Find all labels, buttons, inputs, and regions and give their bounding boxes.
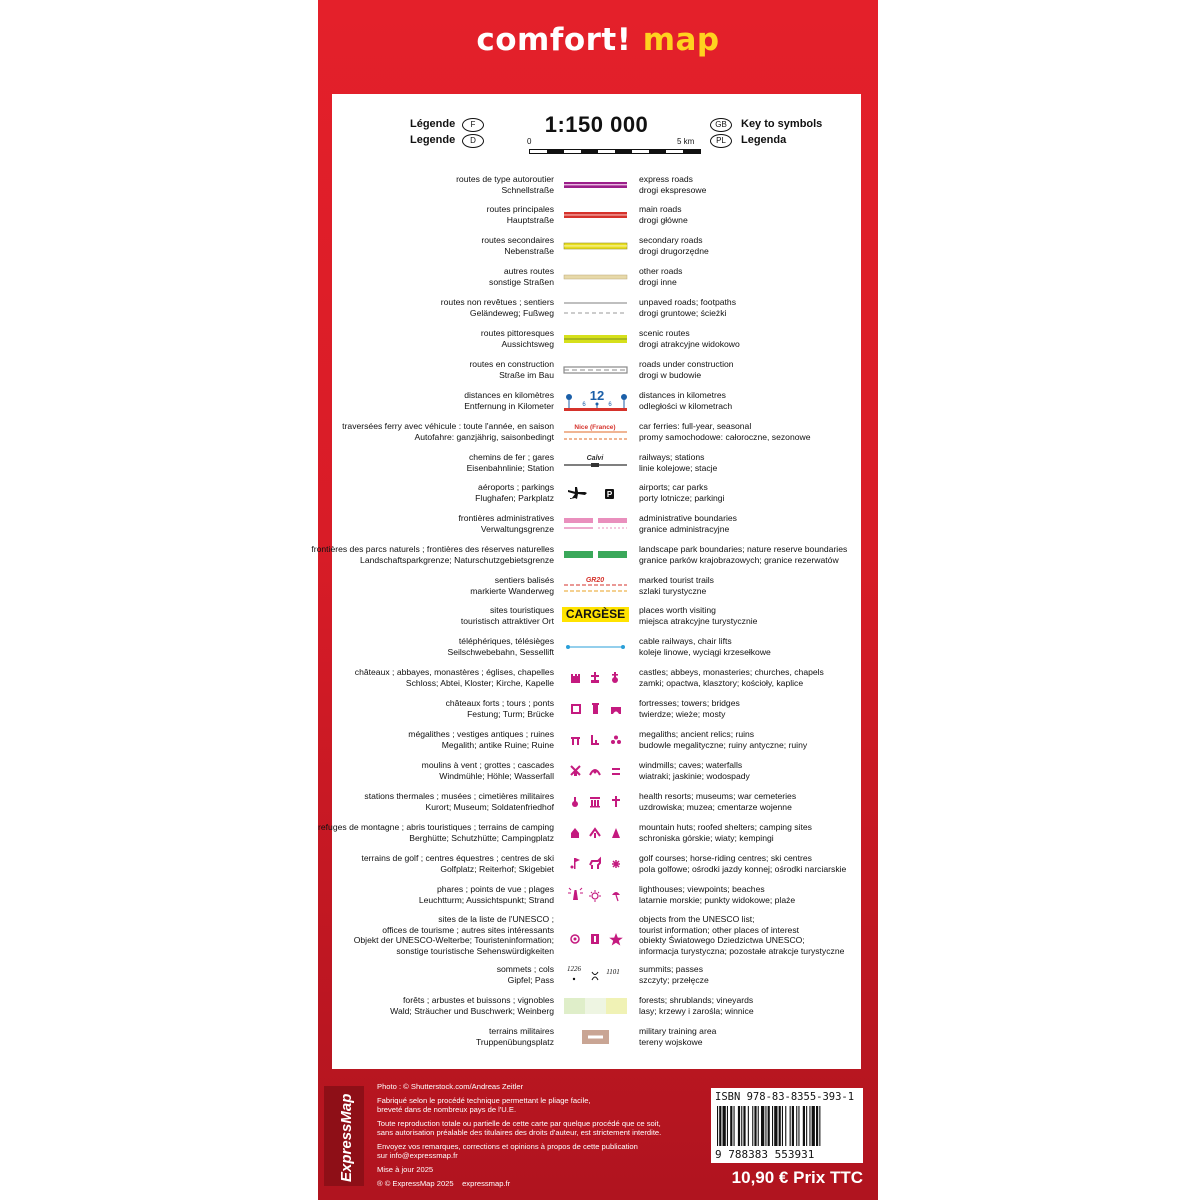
isbn-barcode-box bbox=[711, 1088, 863, 1163]
legend-label-en-pl bbox=[639, 760, 750, 781]
legend-text-line: Nebenstraße bbox=[504, 245, 554, 256]
legend-text-line: airports; car parks bbox=[639, 482, 708, 492]
legend-text-line: tourist information; other places of interest bbox=[639, 924, 800, 935]
svg-text:Nice (France): Nice (France) bbox=[574, 424, 616, 431]
copyright-note-1: Toute reproduction totale ou partielle de cette carte par quelque procédé que ce soit, bbox=[377, 1119, 661, 1128]
legend-label-fr-de bbox=[318, 822, 554, 843]
legend-text-line: Megalith; antike Ruine; Ruine bbox=[441, 739, 554, 750]
legend-text-line: markierte Wanderweg bbox=[470, 585, 554, 596]
legend-text-line: drogi inne bbox=[639, 276, 677, 287]
legend-label-en-pl bbox=[639, 853, 846, 874]
barcode-digits: 9 788383 553931 bbox=[715, 1148, 815, 1161]
lang-badge-fr: F bbox=[462, 118, 484, 132]
legend-text-line: car ferries: full-year, seasonal bbox=[639, 421, 752, 431]
legend-text-line: objects from the UNESCO list; bbox=[639, 914, 755, 924]
legend-label-en-pl bbox=[639, 482, 725, 503]
legend-text-line: stations thermales ; musées ; cimetières militaires bbox=[364, 791, 554, 801]
legend-label-en-pl bbox=[639, 235, 709, 256]
manufacture-note-1: Fabriqué selon le procédé technique permettant le pliage facile, bbox=[377, 1096, 591, 1105]
legend-text-line: unpaved roads; footpaths bbox=[639, 297, 736, 307]
legend-text-line: places worth visiting bbox=[639, 605, 716, 615]
legend-text-line: drogi ekspresowe bbox=[639, 184, 707, 195]
svg-text:ExpressMap: ExpressMap bbox=[338, 1093, 355, 1182]
legend-text-line: szczyty; przełęcze bbox=[639, 974, 709, 985]
legend-label-fr-de bbox=[364, 791, 554, 812]
legend-text-line: sites de la liste de l'UNESCO ; bbox=[438, 914, 554, 924]
summits-symbol-icon bbox=[562, 964, 629, 986]
legend-label-en-pl bbox=[639, 995, 754, 1016]
legend-label-fr-de bbox=[408, 729, 554, 750]
legend-label-en-pl bbox=[639, 513, 737, 534]
other-symbol-icon bbox=[562, 266, 629, 288]
legend-text-line: Flughafen; Parkplatz bbox=[475, 492, 554, 503]
brand-part1: comfort! bbox=[476, 22, 632, 58]
legend-title-en: Key to symbols bbox=[741, 118, 823, 130]
tourist-site-symbol: CARGÈSE bbox=[562, 607, 629, 622]
legend-text-line: Landschaftsparkgrenze; Naturschutzgebietsgrenze bbox=[360, 554, 554, 565]
legend-label-fr-de bbox=[481, 328, 554, 349]
legend-text-line: terrains militaires bbox=[489, 1026, 554, 1036]
legend-text-line: drogi drugorzędne bbox=[639, 245, 709, 256]
scalebar-end: 5 km bbox=[677, 137, 695, 146]
legend-text-line: Leuchtturm; Aussichtspunkt; Strand bbox=[418, 894, 554, 905]
barcode-icon bbox=[717, 1106, 857, 1150]
legend-text-line: golf courses; horse-riding centres; ski centres bbox=[639, 853, 812, 863]
scalebar bbox=[529, 149, 701, 154]
legend-label-fr-de bbox=[354, 914, 554, 956]
svg-text:6: 6 bbox=[608, 402, 612, 408]
megaliths-symbol-icon bbox=[562, 729, 629, 751]
legend-text-line: fortresses; towers; bridges bbox=[639, 698, 740, 708]
legend-label-fr-de bbox=[464, 390, 554, 411]
legend-text-line: summits; passes bbox=[639, 964, 703, 974]
legend-text-line: scenic routes bbox=[639, 328, 690, 338]
legend-text-line: porty lotnicze; parkingi bbox=[639, 492, 725, 503]
copyright-text: ® © ExpressMap 2025 bbox=[377, 1179, 454, 1188]
legend-text-line: drogi atrakcyjne widokowo bbox=[639, 338, 740, 349]
legend-text-line: Golfplatz; Reiterhof; Skigebiet bbox=[440, 863, 554, 874]
legend-text-line: other roads bbox=[639, 266, 683, 276]
legend-label-fr-de bbox=[422, 760, 554, 781]
legend-text-line: offices de tourisme ; autres sites intéressants bbox=[382, 924, 554, 935]
legend-text-line: Autofahre: ganzjährig, saisonbedingt bbox=[414, 431, 554, 442]
legend-label-fr-de bbox=[441, 297, 554, 318]
scenic-symbol-icon bbox=[562, 328, 629, 350]
legend-text-line: forêts ; arbustes et buissons ; vignobles bbox=[403, 995, 554, 1005]
construction-symbol-icon bbox=[562, 359, 629, 381]
svg-text:P: P bbox=[606, 490, 613, 499]
legend-label-fr-de bbox=[470, 575, 554, 596]
legend-text-line: Kurort; Museum; Soldatenfriedhof bbox=[425, 801, 554, 812]
legend-text-line: health resorts; museums; war cemeteries bbox=[639, 791, 797, 801]
legend-panel bbox=[311, 94, 861, 1069]
legend-text-line: wiatraki; jaskinie; wodospady bbox=[639, 770, 750, 781]
military-symbol-icon bbox=[562, 1026, 629, 1048]
legend-text-line: military training area bbox=[639, 1026, 717, 1036]
legend-text-line: szlaki turystyczne bbox=[639, 585, 707, 596]
legend-text-line: Straße im Bau bbox=[499, 369, 554, 380]
legend-label-fr-de bbox=[497, 964, 554, 985]
legend-text-line: main roads bbox=[639, 204, 682, 214]
legend-label-en-pl bbox=[639, 791, 796, 812]
legend-text-line: châteaux forts ; tours ; ponts bbox=[445, 698, 554, 708]
express-symbol-icon bbox=[562, 174, 629, 196]
legend-text-line: Schloss; Abtei, Kloster; Kirche, Kapelle bbox=[405, 677, 554, 688]
legend-text-line: sommets ; cols bbox=[496, 964, 554, 974]
contact-note-1: Envoyez vos remarques, corrections et opinions à propos de cette publication bbox=[377, 1142, 638, 1151]
legend-text-line: twierdze; wieże; mosty bbox=[639, 708, 726, 719]
legend-text-line: latarnie morskie; punkty widokowe; plaże bbox=[639, 894, 796, 905]
golf-symbol-icon bbox=[562, 853, 629, 875]
legend-text-line: Verwaltungsgrenze bbox=[480, 523, 554, 534]
legend-text-line: landscape park boundaries; nature reserve boundaries bbox=[639, 544, 848, 554]
legend-label-en-pl bbox=[639, 1026, 716, 1047]
huts-symbol-icon bbox=[562, 822, 629, 844]
ferries-symbol-icon bbox=[562, 421, 629, 443]
legend-label-fr-de bbox=[447, 636, 554, 657]
legend-text-line: aéroports ; parkings bbox=[478, 482, 554, 492]
legend-text-line: roads under construction bbox=[639, 359, 734, 369]
map-cover bbox=[311, 0, 878, 1200]
legend-text-line: lighthouses; viewpoints; beaches bbox=[639, 884, 765, 894]
trails-symbol-icon bbox=[562, 575, 629, 597]
legend-text-line: express roads bbox=[639, 174, 693, 184]
legend-text-line: pola golfowe; ośrodki jazdy konnej; ośrodki narciarskie bbox=[639, 863, 847, 874]
legend-text-line: routes secondaires bbox=[481, 235, 554, 245]
legend-text-line: distances en kilomètres bbox=[464, 390, 554, 400]
legend-label-fr-de bbox=[475, 482, 554, 503]
legend-text-line: lasy; krzewy i zarośla; winnice bbox=[639, 1005, 754, 1016]
brand-part2: map bbox=[642, 22, 720, 58]
legend-label-en-pl bbox=[639, 452, 717, 473]
legend-text-line: Festung; Turm; Brücke bbox=[467, 708, 554, 719]
legend-text-line: promy samochodowe: całoroczne, sezonowe bbox=[639, 431, 811, 442]
scalebar-start: 0 bbox=[527, 137, 532, 146]
legend-text-line: Truppenübungsplatz bbox=[475, 1036, 554, 1047]
legend-label-fr-de bbox=[481, 235, 554, 256]
unpaved-symbol-icon bbox=[562, 297, 629, 319]
svg-text:6: 6 bbox=[582, 402, 586, 408]
legend-text-line: zamki; opactwa, klasztory; kościoły, kaplice bbox=[639, 677, 804, 688]
svg-text:1226: 1226 bbox=[567, 965, 581, 973]
legend-label-en-pl bbox=[639, 964, 709, 985]
legend-label-fr-de bbox=[342, 421, 554, 442]
legend-text-line: forests; shrublands; vineyards bbox=[639, 995, 754, 1005]
legend-text-line: Seilschwebebahn, Sessellift bbox=[447, 646, 554, 657]
legend-label-fr-de bbox=[446, 698, 554, 719]
legend-label-en-pl bbox=[639, 328, 740, 349]
legend-label-en-pl bbox=[639, 914, 844, 956]
parks-symbol-icon bbox=[562, 544, 629, 566]
legend-text-line: mountain huts; roofed shelters; camping sites bbox=[639, 822, 812, 832]
legend-text-line: obiekty Światowego Dziedzictwa UNESCO; bbox=[639, 935, 805, 945]
legend-text-line: cable railways, chair lifts bbox=[639, 636, 732, 646]
legend-text-line: megaliths; ancient relics; ruins bbox=[639, 729, 755, 739]
map-scale: 1:150 000 bbox=[544, 112, 649, 137]
expressmap-logo-icon bbox=[324, 1086, 364, 1186]
copyright-note-2: sans autorisation préalable des titulaires des droits d'auteur, est strictement interdite. bbox=[377, 1128, 662, 1137]
svg-text:1101: 1101 bbox=[606, 968, 620, 976]
legend-label-fr-de bbox=[487, 204, 554, 225]
legend-text-line: frontières des parcs naturels ; frontières des réserves naturelles bbox=[311, 544, 554, 554]
distances-symbol-icon bbox=[562, 390, 629, 412]
legend-label-en-pl bbox=[639, 359, 734, 380]
legend-text-line: tereny wojskowe bbox=[639, 1036, 703, 1047]
legend-text-line: Berghütte; Schutzhütte; Campingplatz bbox=[409, 832, 554, 843]
contact-email: sur info@expressmap.fr bbox=[377, 1151, 458, 1160]
legend-label-en-pl bbox=[639, 698, 740, 719]
legend-text-line: marked tourist trails bbox=[639, 575, 714, 585]
price-label: 10,90 € Prix TTC bbox=[731, 1168, 863, 1187]
legend-label-en-pl bbox=[639, 575, 714, 596]
secondary-symbol-icon bbox=[562, 235, 629, 257]
forests-symbol-icon bbox=[562, 995, 629, 1017]
legend-text-line: Eisenbahnlinie; Station bbox=[466, 462, 554, 473]
legend-text-line: sites touristiques bbox=[489, 605, 554, 615]
legend-label-fr-de bbox=[311, 544, 554, 565]
isbn-number: ISBN 978-83-8355-393-1 bbox=[715, 1091, 855, 1103]
legend-text-line: secondary roads bbox=[639, 235, 703, 245]
legend-label-fr-de bbox=[355, 667, 554, 688]
legend-text-line: téléphériques, télésièges bbox=[458, 636, 554, 646]
windmills-symbol-icon bbox=[562, 760, 629, 782]
legend-text-line: granice administracyjne bbox=[639, 523, 730, 534]
legend-label-fr-de bbox=[476, 1026, 554, 1047]
legend-text-line: refuges de montagne ; abris touristiques ; terrains de camping bbox=[318, 822, 554, 832]
lang-badge-pl: PL bbox=[710, 134, 732, 148]
legend-text-line: routes en construction bbox=[469, 359, 554, 369]
fortresses-symbol-icon bbox=[562, 698, 629, 720]
legend-text-line: windmills; caves; waterfalls bbox=[639, 760, 743, 770]
legend-text-line: terrains de golf ; centres équestres ; centres de ski bbox=[361, 853, 554, 863]
legend-text-line: autres routes bbox=[503, 266, 554, 276]
legend-label-fr-de bbox=[419, 884, 554, 905]
legend-text-line: routes pittoresques bbox=[480, 328, 554, 338]
legend-title-pl: Legenda bbox=[741, 134, 787, 146]
legend-label-en-pl bbox=[639, 266, 682, 287]
main-symbol-icon bbox=[562, 204, 629, 226]
svg-text:12: 12 bbox=[589, 390, 605, 403]
brand-title bbox=[318, 22, 878, 58]
manufacture-note-2: breveté dans de nombreux pays de l'U.E. bbox=[377, 1105, 517, 1114]
legend-label-fr-de bbox=[489, 266, 554, 287]
legend-label-en-pl bbox=[639, 822, 812, 843]
legend-text-line: Objekt der UNESCO-Welterbe; Touristeninformation; bbox=[353, 935, 554, 945]
lang-badge-de: D bbox=[462, 134, 484, 148]
legend-text-line: miejsca atrakcyjne turystycznie bbox=[639, 615, 758, 626]
legend-text-line: sonstige touristische Sehenswürdigkeiten bbox=[396, 945, 554, 956]
legend-label-fr-de bbox=[456, 174, 554, 195]
legend-label-fr-de bbox=[467, 452, 554, 473]
legend-text-line: mégalithes ; vestiges antiques ; ruines bbox=[408, 729, 554, 739]
legend-label-en-pl bbox=[639, 297, 736, 318]
website-link[interactable]: expressmap.fr bbox=[462, 1179, 511, 1188]
legend-text-line: routes de type autoroutier bbox=[456, 174, 554, 184]
legend-text-line: frontières administratives bbox=[458, 513, 554, 523]
legend-label-en-pl bbox=[639, 390, 732, 411]
legend-text-line: routes non revêtues ; sentiers bbox=[440, 297, 554, 307]
unesco-symbol-icon bbox=[562, 928, 629, 950]
legend-text-line: phares ; points de vue ; plages bbox=[436, 884, 554, 894]
legend-title-de: Legende bbox=[410, 134, 456, 146]
legend-text-line: odległości w kilometrach bbox=[639, 400, 733, 411]
admin-symbol-icon bbox=[562, 513, 629, 535]
legend-label-fr-de bbox=[458, 513, 554, 534]
legend-text-line: administrative boundaries bbox=[639, 513, 737, 523]
airports-symbol-icon bbox=[562, 482, 629, 504]
lang-badge-gb: GB bbox=[710, 118, 732, 132]
photo-credit: Photo : © Shutterstock.com/Andreas Zeitler bbox=[377, 1082, 524, 1091]
cable-symbol-icon bbox=[562, 636, 629, 658]
legend-label-en-pl bbox=[639, 605, 757, 626]
legend-label-en-pl bbox=[639, 421, 811, 442]
legend-text-line: uzdrowiska; muzea; cmentarze wojenne bbox=[639, 801, 792, 812]
legend-label-en-pl bbox=[639, 204, 688, 225]
legend-text-line: schroniska górskie; wiaty; kempingi bbox=[639, 832, 774, 843]
legend-label-fr-de bbox=[469, 359, 554, 380]
legend-text-line: chemins de fer ; gares bbox=[468, 452, 554, 462]
legend-text-line: sentiers balisés bbox=[494, 575, 554, 585]
legend-text-line: drogi główne bbox=[639, 214, 688, 225]
legend-label-en-pl bbox=[639, 667, 824, 688]
legend-text-line: drogi gruntowe; ścieżki bbox=[639, 307, 727, 318]
legend-text-line: Aussichtsweg bbox=[501, 338, 554, 349]
lighthouses-symbol-icon bbox=[562, 884, 629, 906]
legend-text-line: Schnellstraße bbox=[501, 184, 554, 195]
legend-text-line: châteaux ; abbayes, monastères ; églises, chapelles bbox=[354, 667, 554, 677]
legend-text-line: Wald; Sträucher und Buschwerk; Weinberg bbox=[390, 1005, 554, 1016]
railways-symbol-icon bbox=[562, 452, 629, 474]
legend-text-line: linie kolejowe; stacje bbox=[639, 462, 718, 473]
legend-text-line: drogi w budowie bbox=[639, 369, 702, 380]
legend-text-line: touristisch attraktiver Ort bbox=[460, 615, 554, 626]
legend-label-fr-de bbox=[461, 605, 554, 626]
legend-text-line: koleje linowe, wyciągi krzesełkowe bbox=[639, 646, 771, 657]
castles-symbol-icon bbox=[562, 667, 629, 689]
legend-label-en-pl bbox=[639, 884, 795, 905]
legend-text-line: informacja turystyczna; pozostałe atrakcje turystyczne bbox=[639, 945, 845, 956]
legend-label-fr-de bbox=[390, 995, 554, 1016]
legend-text-line: granice parków krajobrazowych; granice rezerwatów bbox=[639, 554, 839, 565]
legend-text-line: castles; abbeys, monasteries; churches, chapels bbox=[639, 667, 824, 677]
health-symbol-icon bbox=[562, 791, 629, 813]
legend-text-line: Geländeweg; Fußweg bbox=[469, 307, 554, 318]
legend-text-line: distances in kilometres bbox=[639, 390, 726, 400]
legend-label-en-pl bbox=[639, 544, 847, 565]
legend-text-line: railways; stations bbox=[639, 452, 705, 462]
svg-text:Calvi: Calvi bbox=[586, 455, 604, 462]
copyright-line bbox=[377, 1179, 510, 1188]
svg-text:GR20: GR20 bbox=[585, 577, 605, 584]
legend-text-line: Hauptstraße bbox=[506, 214, 554, 225]
legend-text-line: routes principales bbox=[486, 204, 554, 214]
legend-label-en-pl bbox=[639, 729, 807, 750]
legend-text-line: moulins à vent ; grottes ; cascades bbox=[421, 760, 554, 770]
legend-text-line: Gipfel; Pass bbox=[507, 974, 554, 985]
legend-text-line: sonstige Straßen bbox=[489, 276, 554, 287]
legend-text-line: budowle megalityczne; ruiny antyczne; ruiny bbox=[639, 739, 808, 750]
legend-text-line: Entfernung in Kilometer bbox=[464, 400, 554, 411]
legend-label-en-pl bbox=[639, 174, 706, 195]
legend-label-en-pl bbox=[639, 636, 771, 657]
legend-text-line: Windmühle; Höhle; Wasserfall bbox=[439, 770, 554, 781]
legend-text-line: traversées ferry avec véhicule : toute l'année, en saison bbox=[342, 421, 554, 431]
update-date: Mise à jour 2025 bbox=[377, 1165, 434, 1174]
legend-title-fr: Légende bbox=[410, 118, 456, 130]
legend-label-fr-de bbox=[362, 853, 555, 874]
